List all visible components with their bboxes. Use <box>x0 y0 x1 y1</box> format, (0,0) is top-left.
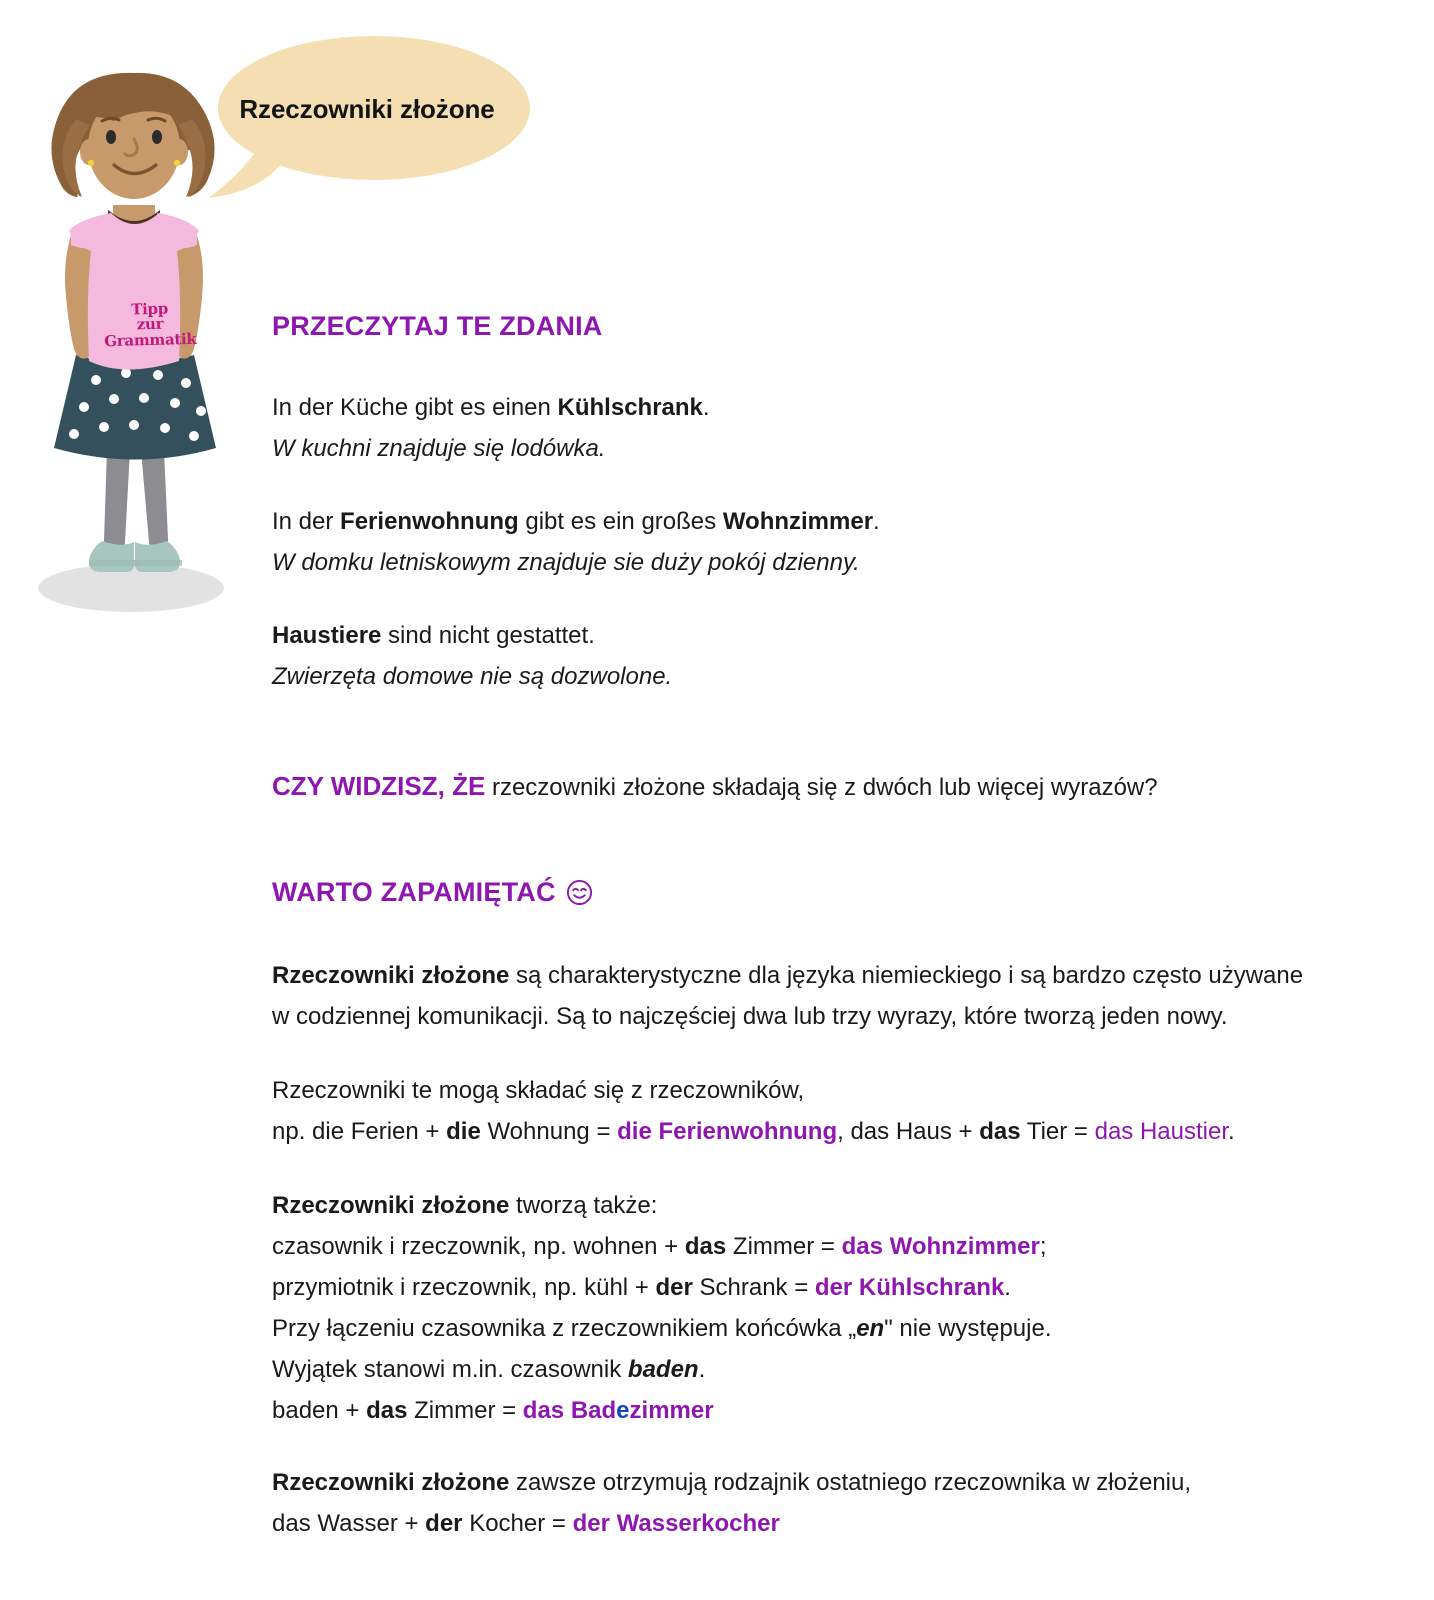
p2-t1: np. die Ferien + <box>272 1118 447 1145</box>
p2-p2: das Haustier <box>1094 1118 1228 1145</box>
smiling-face-icon <box>566 879 593 906</box>
heading-read-sentences <box>272 311 1422 342</box>
remember-paragraph-4 <box>272 1462 1422 1544</box>
p3l4-t2: " nie występuje. <box>884 1315 1052 1342</box>
p3l5-bi1: baden <box>627 1356 699 1383</box>
s2-de-bold: Ferienwohnung <box>340 508 519 535</box>
p4-bold: Rzeczowniki złożone <box>272 1469 510 1496</box>
p4-line1 <box>272 1462 1422 1503</box>
p2-line2 <box>272 1111 1422 1152</box>
p3-line1 <box>272 1185 1422 1226</box>
p3l6-p1: das Bad <box>522 1397 617 1424</box>
remember-paragraph-2 <box>272 1070 1422 1152</box>
s3-de-bold: Haustiere <box>272 622 382 649</box>
sentence-1-de <box>272 387 1422 428</box>
p2-t5: . <box>1228 1118 1235 1145</box>
heading-do-you-see: CZY WIDZISZ, ŻE <box>272 771 486 801</box>
p3l6-t1: baden + <box>272 1397 367 1424</box>
p1-bold: Rzeczowniki złożone <box>272 962 510 989</box>
p4l2-t2: Kocher = <box>462 1510 573 1537</box>
eye-left <box>106 130 116 144</box>
p3-line5 <box>272 1349 1422 1390</box>
skirt <box>54 355 216 460</box>
p3l3-t2: Schrank = <box>692 1274 815 1301</box>
p2-t2: Wohnung = <box>480 1118 618 1145</box>
p4-rest: zawsze otrzymują rodzajnik ostatniego rzeczownika w złożeniu, <box>509 1469 1192 1496</box>
speech-bubble <box>206 28 536 213</box>
sentence-block-1 <box>272 387 1422 469</box>
shirt-line-2: zur <box>136 314 164 334</box>
p3l2-t1: czasownik i rzeczownik, np. wohnen + <box>272 1233 685 1260</box>
p3l6-blue: e <box>616 1397 630 1424</box>
remember-paragraph-1 <box>272 955 1422 1037</box>
sentence-1-pl: W kuchni znajduje się lodówka. <box>272 435 606 462</box>
s1-de-pre: In der Küche gibt es einen <box>272 394 558 421</box>
sentence-2-de <box>272 501 1422 542</box>
p2-b2: das <box>979 1118 1021 1145</box>
sentence-3-pl: Zwierzęta domowe nie są dozwolone. <box>272 663 673 690</box>
see-statement-rest: rzeczowniki złożone składają się z dwóch lub więcej wyrazów? <box>485 774 1158 801</box>
s1-de-bold: Kühlschrank <box>557 394 703 421</box>
p3l5-t1: Wyjątek stanowi m.in. czasownik <box>272 1356 628 1383</box>
p3l2-p1: das Wohnzimmer <box>841 1233 1040 1260</box>
p3l4-t1: Przy łączeniu czasownika z rzeczownikiem końcówka „ <box>272 1315 857 1342</box>
p2-p1: die Ferienwohnung <box>617 1118 838 1145</box>
p3l3-t1: przymiotnik i rzeczownik, np. kühl + <box>272 1274 656 1301</box>
remember-paragraph-3 <box>272 1185 1422 1431</box>
shirt-line-3: Grammatik <box>104 329 197 350</box>
s2-de-pre: In der <box>272 508 341 535</box>
p3l6-p2: zimmer <box>629 1397 714 1424</box>
sentence-2-pl: W domku letniskowym znajduje sie duży pokój dzienny. <box>272 549 860 576</box>
p3l2-t3: ; <box>1039 1233 1047 1260</box>
p3l3-p1: der Kühlschrank <box>814 1274 1005 1301</box>
p3-bold: Rzeczowniki złożone <box>272 1192 510 1219</box>
p4l2-t1: das Wasser + <box>272 1510 426 1537</box>
eye-right <box>152 130 162 144</box>
p3l2-b1: das <box>684 1233 727 1260</box>
p4l2-p1: der Wasserkocher <box>572 1510 780 1537</box>
shirt-line-1: Tipp <box>131 299 169 319</box>
sentence-3-de <box>272 615 1422 656</box>
p3-line3 <box>272 1267 1422 1308</box>
bubble-title: Rzeczowniki złożone <box>239 94 495 124</box>
p3-line2 <box>272 1226 1422 1267</box>
p2-t3: , das Haus + <box>837 1118 980 1145</box>
p4l2-b1: der <box>425 1510 463 1537</box>
p2-b1: die <box>446 1118 481 1145</box>
sentence-block-3 <box>272 615 1422 697</box>
p3l6-b1: das <box>366 1397 408 1424</box>
p3l5-t2: . <box>698 1356 706 1383</box>
p1-line2: w codziennej komunikacji. Są to najczęściej dwa lub trzy wyrazy, które tworzą jeden nowy. <box>272 1003 1228 1030</box>
p1-rest: są charakterystyczne dla języka niemieckiego i są bardzo często używane <box>509 962 1304 989</box>
heading-worth-remembering-label: WARTO ZAPAMIĘTAĆ <box>272 877 556 907</box>
sentence-block-2 <box>272 501 1422 583</box>
p3l3-b1: der <box>655 1274 693 1301</box>
p4-line2 <box>272 1503 1422 1544</box>
p2-line1: Rzeczowniki te mogą składać się z rzeczowników, <box>272 1077 805 1104</box>
s3-de-post: sind nicht gestattet. <box>381 622 595 649</box>
s2-de-bold2: Wohnzimmer <box>722 508 874 535</box>
p3-rest: tworzą także: <box>509 1192 658 1219</box>
shadow <box>38 564 224 612</box>
p3l2-t2: Zimmer = <box>726 1233 842 1260</box>
s2-de-post: . <box>873 508 880 535</box>
heading-worth-remembering <box>272 877 1422 908</box>
p2-t4: Tier = <box>1020 1118 1095 1145</box>
p3l3-t3: . <box>1004 1274 1011 1301</box>
s2-de-mid: gibt es ein großes <box>518 508 723 535</box>
p3-line6 <box>272 1390 1422 1431</box>
see-statement <box>272 766 1422 808</box>
p3-line4 <box>272 1308 1422 1349</box>
p3l4-bi1: en <box>856 1315 885 1342</box>
p3l6-t2: Zimmer = <box>407 1397 523 1424</box>
heading-read-sentences-label: PRZECZYTAJ TE ZDANIA <box>272 311 603 341</box>
s1-de-post: . <box>702 394 710 421</box>
